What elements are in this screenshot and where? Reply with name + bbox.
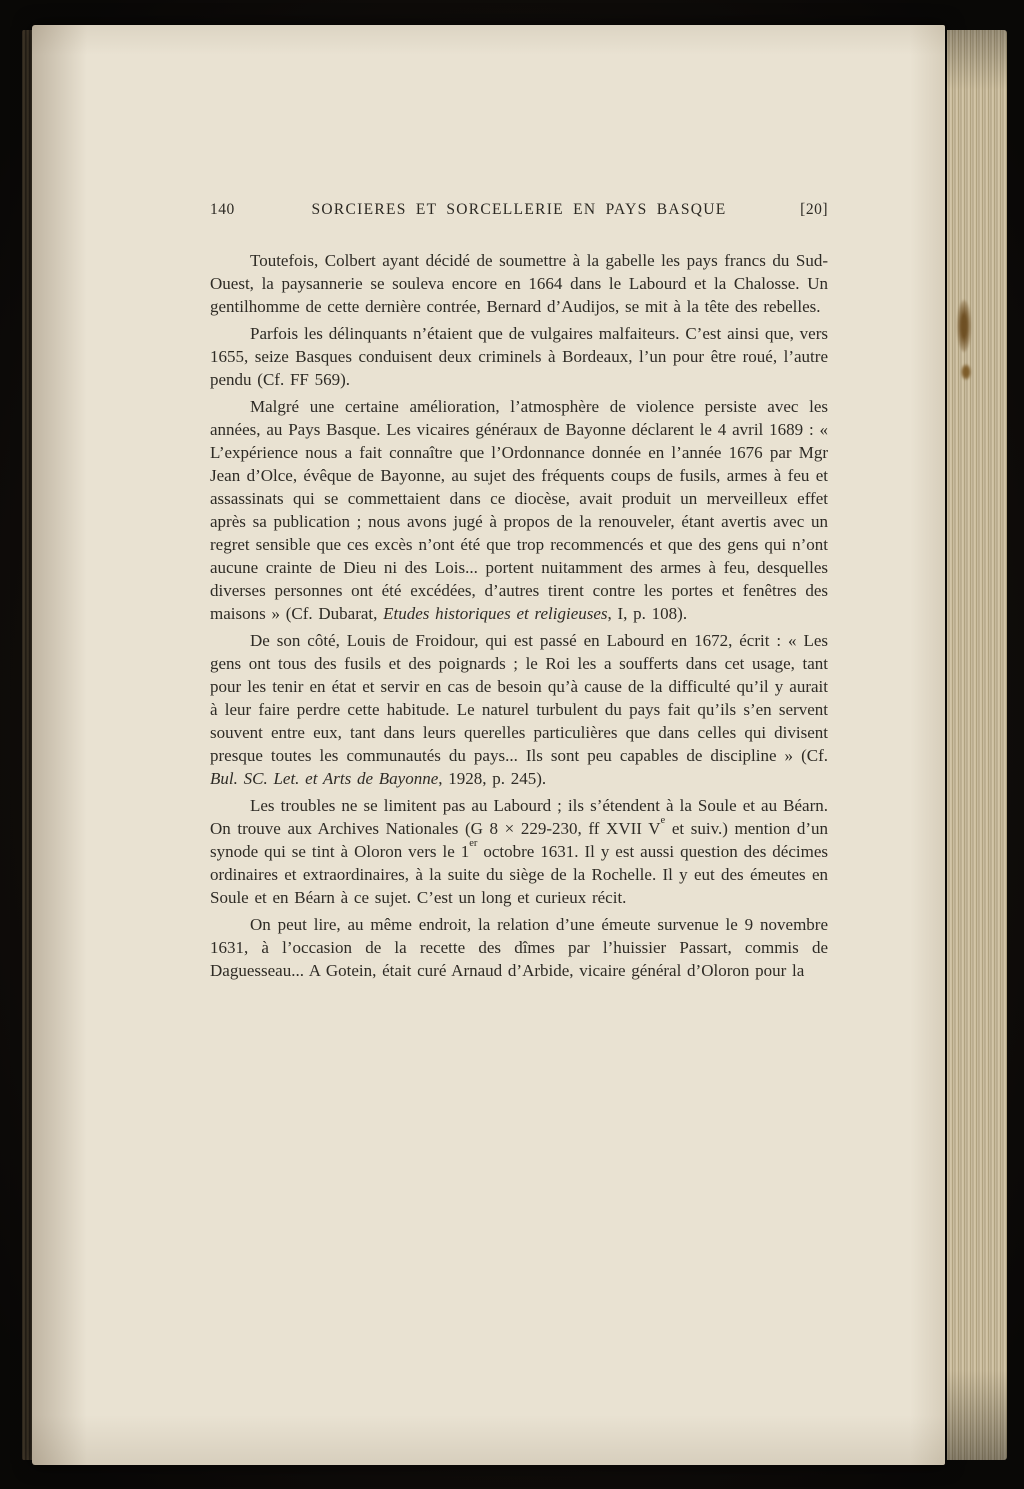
stain [957,300,971,352]
paragraph [210,391,828,625]
superscript: er [469,837,478,849]
text-segment: Malgré une certaine amélioration, l’atmosphère de violence persiste avec les années, au Pays Basque. Les vicaires généraux de Bayonne déclarent le 4 avril 1689 : « L’expérience nous a fait connaître que l’Ordonnance donnée en l’année 1676 par Mgr Jean d’Olce, évêque de Bayonne, au sujet des fréquents coups de fusils, armes à feu et assassinats qui se commettaient dans ce diocèse, avait produit un merveilleux effet après sa publication ; nous avons jugé à propos de la renouveler, étant avertis avec un regret sensible que ces excès n’ont été que trop recommencés et que des gens qui n’ont aucune crainte de Dieu ni des Lois... portent nuitamment des armes à feu, desquelles diverses personnes ont été excédées, d’autres tirent contre les portes et fenêtres des maisons » (Cf. Dubarat, [210,397,828,623]
stain [961,364,971,380]
page-header [210,201,828,219]
folio-bracket: [20] [800,201,828,218]
page-text-block [210,201,828,982]
superscript: e [660,814,666,826]
text-segment: De son côté, Louis de Froidour, qui est passé en Labourd en 1672, écrit : « Les gens ont tous des fusils et des poignards ; le Roi les a soufferts dans cet usage, tant pour les tenir en état et servir en cas de besoin qu’à cause de la difficulté qu’il y aurait à leur faire perdre cette habitude. Le naturel turbulent du pays fait qu’ils s’en servent souvent entre eux, tant dans leurs querelles particulières que dans celles qui divisent presque toutes les communautés du pays... Ils sont peu capables de discipline » (Cf. [210,631,828,765]
paragraph [210,318,828,391]
text-segment: , I, p. 108). [607,604,688,623]
text-segment: On peut lire, au même endroit, la relation d’une émeute survenue le 9 novembre 1631, à l’occasion de la recette des dîmes par l’huissier Passart, commis de Daguesseau... A Gotein, était curé Arnaud d’Arbide, vicaire général d’Oloron pour la [210,915,828,980]
page-text [210,245,828,982]
paragraph [210,909,828,982]
text-segment: Toutefois, Colbert ayant décidé de soumettre à la gabelle les pays francs du Sud-Ouest, la paysannerie se souleva encore en 1664 dans le Labourd et la Chalosse. Un gentilhomme de cette dernière contrée, Bernard d’Audijos, se mit à la tête des rebelles. [210,251,828,316]
paragraph [210,790,828,909]
text-segment: octobre 1631. Il y est aussi question des décimes ordinaires et extraordinaires, à la suite du siège de la Rochelle. Il y eut des émeutes en Soule et en Béarn à ce sujet. C’est un long et curieux récit. [210,842,828,907]
text-segment: , 1928, p. 245). [438,769,547,788]
book-fore-edge [947,30,1007,1460]
book-page [32,25,945,1465]
running-title: SORCIERES ET SORCELLERIE EN PAYS BASQUE [311,201,727,218]
text-segment: Parfois les délinquants n’étaient que de vulgaires malfaiteurs. C’est ainsi que, vers 1655, seize Basques conduisent deux criminels à Bordeaux, l’un pour être roué, l’autre pendu (Cf. FF 569). [210,324,828,389]
paragraph [210,625,828,790]
paragraph [210,245,828,318]
citation-italic: Bul. SC. Let. et Arts de Bayonne [210,769,439,788]
citation-italic: Etudes historiques et religieuses [383,604,608,623]
text-segment: Les troubles ne se limitent pas au Labourd ; ils s’étendent à la Soule et au Béarn. On trouve aux Archives Nationales (G 8 × 229-230, ff XVII V [210,796,828,838]
text-segment: et suiv.) mention d’un synode qui se tint à Oloron vers le 1 [210,819,828,861]
page-number: 140 [210,201,235,218]
